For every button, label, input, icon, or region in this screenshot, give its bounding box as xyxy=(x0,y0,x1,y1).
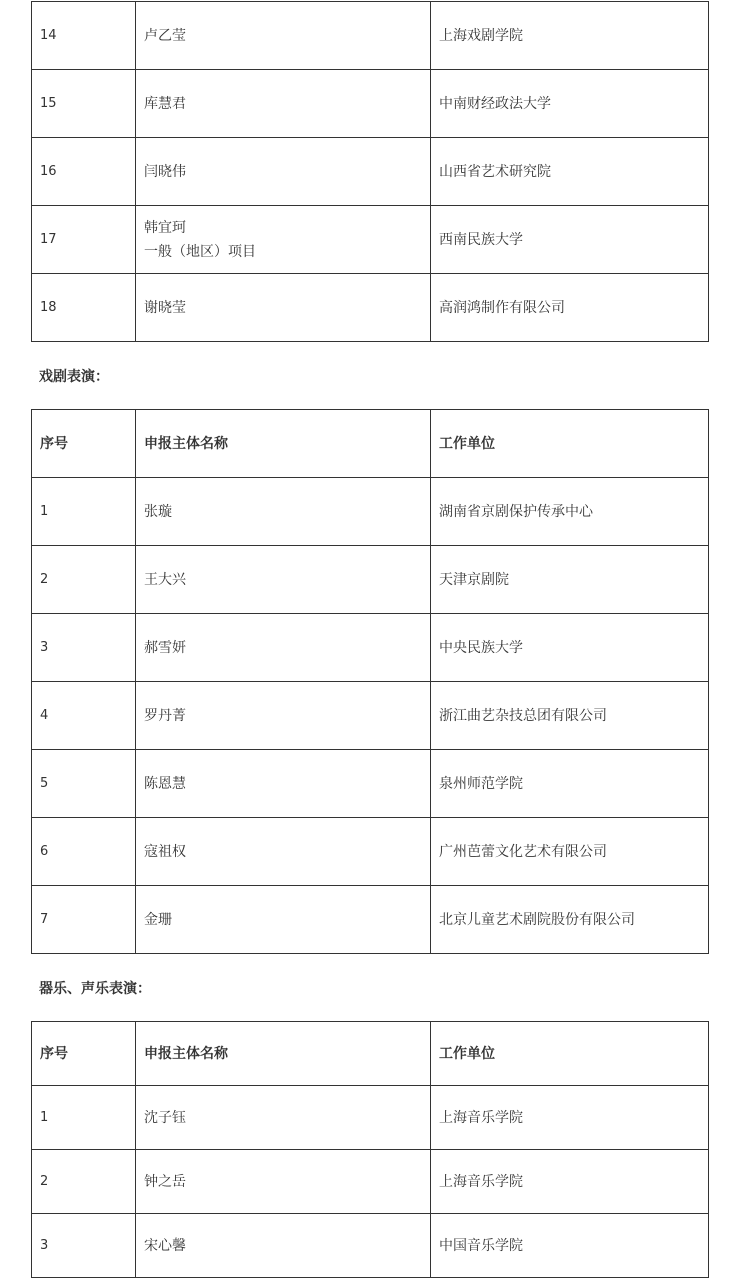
table-row xyxy=(32,614,709,682)
work-unit: 西南民族大学 xyxy=(431,206,709,274)
table-row xyxy=(32,886,709,954)
table-row xyxy=(32,1086,709,1150)
applicant-name: 钟之岳 xyxy=(136,1150,431,1214)
row-number: 1 xyxy=(32,478,136,546)
work-unit: 中南财经政法大学 xyxy=(431,70,709,138)
applicant-name: 金珊 xyxy=(136,886,431,954)
row-number: 15 xyxy=(32,70,136,138)
work-unit: 天津京剧院 xyxy=(431,546,709,614)
drama-performance-table xyxy=(31,409,709,954)
column-header-name: 申报主体名称 xyxy=(136,410,431,478)
applicant-name: 韩宜珂 xyxy=(144,219,186,236)
row-number: 16 xyxy=(32,138,136,206)
table-row xyxy=(32,1150,709,1214)
applicant-name: 陈恩慧 xyxy=(136,750,431,818)
section-heading-music: 器乐、声乐表演： xyxy=(39,981,151,997)
table-row xyxy=(32,206,709,274)
work-unit: 高润鸿制作有限公司 xyxy=(431,274,709,342)
work-unit: 上海音乐学院 xyxy=(431,1150,709,1214)
work-unit: 广州芭蕾文化艺术有限公司 xyxy=(431,818,709,886)
table-row xyxy=(32,682,709,750)
row-number: 1 xyxy=(32,1086,136,1150)
project-category-note: 一般（地区）项目 xyxy=(144,243,256,260)
column-header-name: 申报主体名称 xyxy=(136,1022,431,1086)
row-number: 14 xyxy=(32,2,136,70)
work-unit: 北京儿童艺术剧院股份有限公司 xyxy=(431,886,709,954)
table-row xyxy=(32,138,709,206)
work-unit: 浙江曲艺杂技总团有限公司 xyxy=(431,682,709,750)
row-number: 18 xyxy=(32,274,136,342)
work-unit: 上海音乐学院 xyxy=(431,1086,709,1150)
work-unit: 泉州师范学院 xyxy=(431,750,709,818)
awardee-table-continued xyxy=(31,1,709,342)
table-row xyxy=(32,478,709,546)
applicant-name: 罗丹菁 xyxy=(136,682,431,750)
applicant-name: 王大兴 xyxy=(136,546,431,614)
row-number: 3 xyxy=(32,1214,136,1278)
column-header-unit: 工作单位 xyxy=(431,1022,709,1086)
row-number: 17 xyxy=(32,206,136,274)
row-number: 3 xyxy=(32,614,136,682)
applicant-name: 宋心馨 xyxy=(136,1214,431,1278)
table-row xyxy=(32,750,709,818)
column-header-unit: 工作单位 xyxy=(431,410,709,478)
table-row xyxy=(32,2,709,70)
row-number: 2 xyxy=(32,546,136,614)
applicant-name: 卢乙莹 xyxy=(136,2,431,70)
music-performance-table xyxy=(31,1021,709,1278)
table-row xyxy=(32,546,709,614)
work-unit: 中国音乐学院 xyxy=(431,1214,709,1278)
work-unit: 山西省艺术研究院 xyxy=(431,138,709,206)
column-header-number: 序号 xyxy=(32,410,136,478)
table-row xyxy=(32,1214,709,1278)
applicant-name: 沈子钰 xyxy=(136,1086,431,1150)
row-number: 5 xyxy=(32,750,136,818)
applicant-name-cell xyxy=(136,206,431,274)
applicant-name: 郝雪妍 xyxy=(136,614,431,682)
table-row xyxy=(32,274,709,342)
table-header-row xyxy=(32,410,709,478)
applicant-name: 谢晓莹 xyxy=(136,274,431,342)
applicant-name: 张璇 xyxy=(136,478,431,546)
work-unit: 上海戏剧学院 xyxy=(431,2,709,70)
table-row xyxy=(32,70,709,138)
section-heading-drama: 戏剧表演： xyxy=(39,369,109,385)
row-number: 4 xyxy=(32,682,136,750)
table-header-row xyxy=(32,1022,709,1086)
row-number: 7 xyxy=(32,886,136,954)
applicant-name: 库慧君 xyxy=(136,70,431,138)
applicant-name: 寇祖权 xyxy=(136,818,431,886)
row-number: 2 xyxy=(32,1150,136,1214)
work-unit: 湖南省京剧保护传承中心 xyxy=(431,478,709,546)
row-number: 6 xyxy=(32,818,136,886)
column-header-number: 序号 xyxy=(32,1022,136,1086)
table-row xyxy=(32,818,709,886)
work-unit: 中央民族大学 xyxy=(431,614,709,682)
applicant-name: 闫晓伟 xyxy=(136,138,431,206)
